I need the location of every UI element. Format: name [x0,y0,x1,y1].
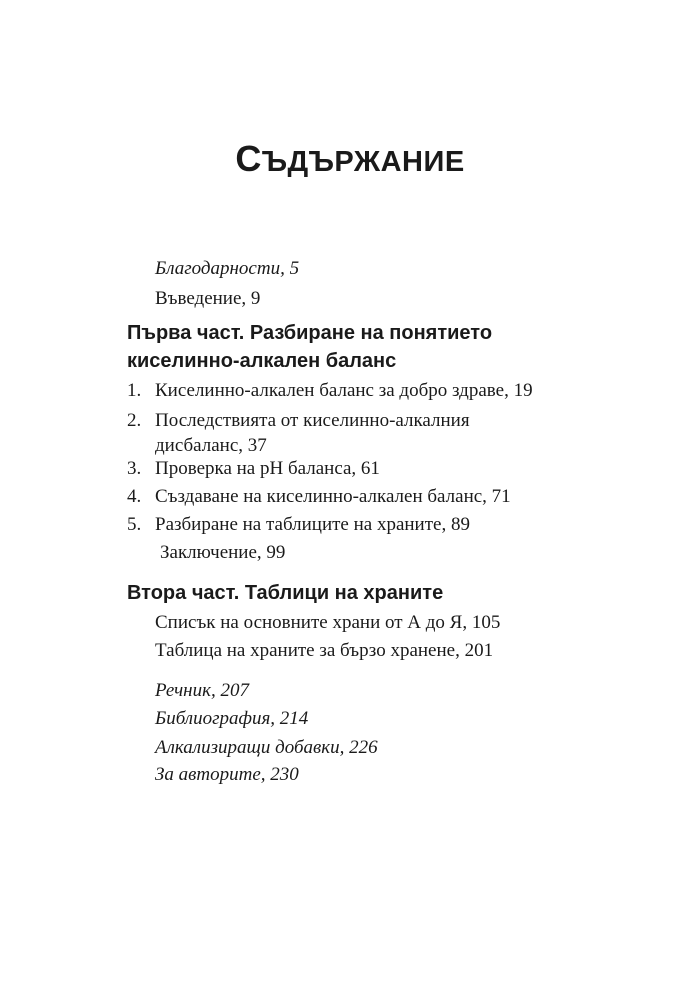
toc-entry-acknowledgements[interactable]: Благодарности, 5 [155,258,300,279]
title-first-letter: С [235,138,262,179]
toc-entry-supplements[interactable]: Алкализиращи добавки, 226 [155,737,378,758]
chapter-number: 5. [127,514,142,535]
toc-entry-food-list[interactable]: Списък на основните храни от А до Я, 105 [155,612,501,633]
part1-heading-line2: киселинно-алкален баланс [127,350,397,372]
chapter-title: Разбиране на таблиците на храните, 89 [155,514,470,535]
chapter-title: Киселинно-алкален баланс за добро здраве, 19 [155,380,533,401]
toc-entry-conclusion[interactable]: Заключение, 99 [160,542,286,563]
toc-entry-fast-food-table[interactable]: Таблица на храните за бързо хранене, 201 [155,640,494,661]
chapter-title: Последствията от киселинно-алкалния [155,410,470,431]
chapter-number: 2. [127,410,142,431]
toc-entry-glossary[interactable]: Речник, 207 [155,680,249,701]
chapter-title: Създаване на киселинно-алкален баланс, 71 [155,486,511,507]
chapter-title-continued: дисбаланс, 37 [155,435,267,456]
toc-chapter-4[interactable] [0,484,700,510]
toc-chapter-1[interactable] [0,378,700,404]
chapter-number: 1. [127,380,142,401]
toc-entry-bibliography[interactable]: Библиография, 214 [155,708,309,729]
title-rest: ЪДЪРЖАНИЕ [261,146,465,178]
toc-entry-authors[interactable]: За авторите, 230 [155,764,299,785]
page-title [0,138,700,180]
toc-entry-introduction[interactable]: Въведение, 9 [155,288,261,309]
part2-heading: Втора част. Таблици на храните [127,582,444,604]
chapter-number: 4. [127,486,142,507]
toc-chapter-2[interactable] [0,408,700,460]
chapter-number: 3. [127,458,142,479]
toc-chapter-3[interactable] [0,456,700,482]
part1-heading-line1: Първа част. Разбиране на понятието [127,322,493,344]
chapter-title: Проверка на pH баланса, 61 [155,458,380,479]
toc-chapter-5[interactable] [0,512,700,538]
